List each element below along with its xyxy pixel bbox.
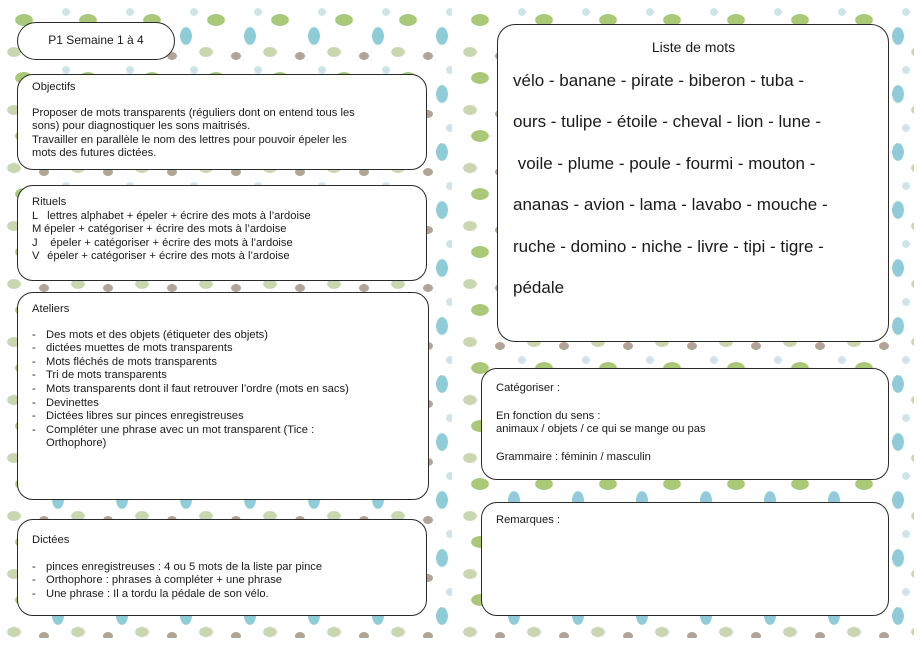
word-line: ruche - domino - niche - livre - tipi - tigre - [513, 236, 824, 256]
ritual-text: épeler + catégoriser + écrire des mots à l’ardoise [44, 223, 287, 236]
atelier-item: - Tri de mots transparents [32, 369, 414, 383]
objectifs-line: Proposer de mots transparents (réguliers dont on entend tous les [32, 106, 355, 119]
word-line: pédale [513, 277, 565, 297]
ritual-row [32, 237, 412, 251]
ritual-day: V [32, 250, 40, 263]
sens-value: animaux / objets / ce qui se mange ou pas [496, 423, 706, 436]
word-list-title: Liste de mots [651, 39, 736, 55]
week-title: P1 Semaine 1 à 4 [48, 33, 144, 48]
ritual-day: M [32, 223, 42, 236]
dictees-box [17, 519, 427, 616]
dictee-item: - Orthophore : phrases à compléter + une phrase [32, 574, 412, 588]
word-line: ours - tulipe - étoile - cheval - lion - lune - [513, 112, 822, 132]
word-list [513, 71, 874, 298]
objectifs-line: sons) pour diagnostiquer les sons maitrisés. [32, 120, 251, 133]
atelier-item-continued: Orthophore) [46, 437, 107, 450]
remarques-title: Remarques : [496, 514, 561, 526]
atelier-item: - Devinettes [32, 397, 414, 411]
ritual-text: épeler + catégoriser + écrire des mots à l’ardoise [44, 236, 293, 249]
word-line: voile - plume - poule - fourmi - mouton - [513, 153, 816, 173]
ritual-text: lettres alphabet + épeler + écrire des mots à l’ardoise [44, 209, 311, 222]
week-title-box [17, 22, 175, 60]
ateliers-box [17, 292, 429, 500]
sens-label: En fonction du sens : [496, 409, 601, 422]
objectifs-line: Travailler en parallèle le nom des lettres pour pouvoir épeler les [32, 133, 347, 146]
grammaire-text: Grammaire : féminin / masculin [496, 450, 651, 463]
rituels-box [17, 185, 427, 281]
atelier-item: - Compléter une phrase avec un mot transparent (Tice : [32, 424, 414, 438]
ritual-text: épeler + catégoriser + écrire des mots à l’ardoise [44, 250, 290, 263]
atelier-item: - Dictées libres sur pinces enregistreuses [32, 410, 414, 424]
ritual-row [32, 250, 412, 264]
categoriser-title: Catégoriser : [496, 382, 561, 394]
categoriser-box [481, 368, 889, 480]
objectifs-line: mots des futures dictées. [32, 147, 157, 160]
word-list-box [497, 24, 889, 342]
word-line: ananas - avion - lama - lavabo - mouche - [513, 195, 828, 215]
dictee-item: - Une phrase : Il a tordu la pédale de son vélo. [32, 588, 412, 602]
atelier-item: - Des mots et des objets (étiqueter des objets) [32, 329, 414, 343]
atelier-item: - dictées muettes de mots transparents [32, 342, 414, 356]
remarques-box [481, 502, 889, 616]
ritual-day: J [32, 236, 38, 249]
atelier-item: - Mots fléchés de mots transparents [32, 356, 414, 370]
ateliers-list [32, 329, 414, 438]
dictee-item: - pinces enregistreuses : 4 ou 5 mots de la liste par pince [32, 561, 412, 575]
dictees-list [32, 561, 412, 602]
atelier-item: - Mots transparents dont il faut retrouver l’ordre (mots en sacs) [32, 383, 414, 397]
dictees-title: Dictées [32, 534, 70, 546]
ritual-row [32, 210, 412, 224]
objectifs-title: Objectifs [32, 81, 76, 93]
ritual-day: L [32, 209, 39, 222]
objectifs-box [17, 74, 427, 170]
ritual-row [32, 223, 412, 237]
word-line: vélo - banane - pirate - biberon - tuba - [513, 71, 805, 90]
rituels-title: Rituels [32, 196, 67, 208]
ateliers-title: Ateliers [32, 303, 70, 315]
